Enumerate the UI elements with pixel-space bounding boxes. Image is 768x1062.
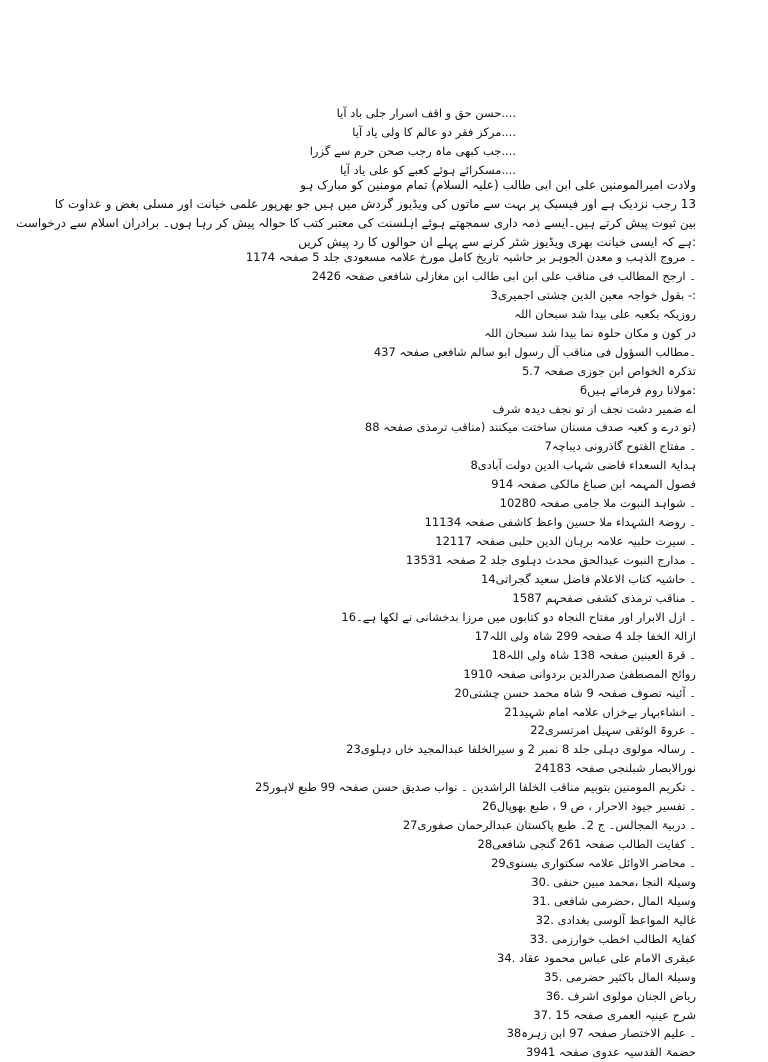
reference-list: [56, 248, 696, 1062]
poem-line: ....مسکرائے ہوئے کعبے کو علی یاد آیا: [339, 162, 516, 177]
reference-item: در کون و مکان حلوہ نما بیدا شد سبحان اللہ: [484, 325, 696, 340]
reference-item: ۔ حاشیہ کتاب الاعلام فاضل سعید گجراتی14: [480, 571, 696, 586]
reference-item: ۔ دربیۃ المجالس۔ ج 2۔ طبع پاکستان عبدالرحمان صفوری27: [402, 818, 696, 833]
reference-item: ۔ قرۃ العینین صفحہ 138 شاہ ولی اللہ18: [491, 647, 696, 662]
reference-item: غالیۃ المواعظ آلوسی بغدادی .32: [535, 912, 696, 927]
reference-item: ازالۃ الخفا جلد 4 صفحہ 299 شاہ ولی اللہ17: [474, 628, 696, 643]
reference-item: ۔ شواہد النبوت ملا جامی صفحہ 10280: [499, 496, 696, 511]
reference-item: ۔ مروج الذہب و معدن الجوہر بر حاشیہ تاریخ کامل مورخ علامہ مسعودی جلد 5 صفحہ 1174: [245, 250, 696, 264]
reference-item: ۔ ارجح المطالب فی مناقب علی ابن ابی طالب ابن مغازلی شافعی صفحہ 2426: [311, 268, 696, 283]
opening-poem: [136, 104, 516, 180]
reference-item: ۔ روضۃ الشہداء ملا حسین واعظ کاشفی صفحہ 11134: [424, 515, 696, 530]
reference-item: شرح عینیہ العمری صفحہ 15 .37: [533, 1007, 696, 1022]
reference-item: وسیلۃ المال ،حضرمی شافعی .31: [532, 893, 696, 908]
reference-item: :مولانا روم فرماتے ہیں6: [579, 382, 696, 397]
reference-item: نورالابصار شبلنجی صفحہ 24183: [534, 761, 696, 776]
reference-item: عبقری الامام علی عباس محمود عقاد .34: [497, 950, 696, 965]
reference-item: کفایۃ الطالب اخطب خوارزمی .33: [529, 931, 696, 946]
reference-item: حضمۃ القدسیہ عدوی صفحہ 3941: [526, 1045, 696, 1060]
reference-item: ۔ مفتاح الفتوح گاذرونی دیباچہ7: [544, 439, 696, 454]
reference-item: ۔ رسالہ مولوی دہلی جلد 8 نمبر 2 و سیرالخلفا عبدالمجید خاں دہلوی23: [346, 742, 696, 757]
reference-item: فصول المہمہ ابن صباغ مالکی صفحہ 914: [491, 477, 696, 492]
reference-item: روزیکہ بکعبہ علی بیدا شد سبحان اللہ: [514, 306, 696, 321]
reference-item: ۔ محاضر الاوائل علامہ سکتواری بسنوی29: [491, 856, 696, 870]
intro-line: :ہے کہ ایسی خیانت بھری ویڈیوز شئر کرنے سے پہلے ان حوالوں کا رد پیش کریں: [298, 234, 696, 249]
reference-item: ۔ ازل الابرار اور مفتاح النجاہ دو کتابوں میں مرزا بدخشانی نے لکھا ہے۔16: [341, 609, 696, 624]
reference-item: ۔ مناقب ترمذی کشفی صفحہم 1587: [512, 590, 696, 605]
reference-item: ۔ کفایت الطالب صفحہ 261 گنجی شافعی28: [477, 837, 696, 852]
reference-item: ہدایۃ السعداء قاضی شہاب الدین دولت آبادی8: [470, 458, 696, 473]
reference-item: وسیلۃ المال باکثیر حضرمی .35: [544, 969, 696, 984]
reference-item: ۔مطالب السؤول فی مناقب آل رسول ابو سالم شافعی صفحہ 437: [373, 344, 696, 359]
reference-item: تذکرہ الخواص ابن جوزی صفحہ 5.7: [521, 363, 696, 378]
intro-line: بین ثبوت پیش کرتے ہیں۔ایسے ذمہ داری سمجھتے ہوئے اہلسنت کی معتبر کتب کا حوالہ پیش کر رہا ہوں۔ برادران اسلام سے درخواست: [16, 215, 696, 230]
poem-line: ....جب کبھی ماہ رجب صحن حرم سے گزرا: [309, 143, 516, 158]
reference-item: ۔ انشاءبہار بےخزاں علامہ امام شہید21: [504, 704, 696, 719]
reference-item: ۔ سیرت حلبیہ علامہ برہان الدین حلبی صفحہ 12117: [435, 534, 696, 549]
intro-line: 13 رجب نزدیک ہے اور فیسبک پر بہت سے ماتوں کی ویڈیوز گردش میں ہیں جو بھرپور علمی خیانت اور مسلی بغض و عداوت کا: [54, 196, 696, 211]
reference-item: اے ضمیر دشت نجف از تو نجف دیدہ شرف: [492, 401, 696, 416]
reference-item: ۔ علیم الاختصار صفحہ 97 ابن زہرہ38: [506, 1026, 696, 1041]
reference-item: (تو درے و کعبہ صدف مسنان ساختت میکنند (مناقب ترمذی صفحہ 88: [364, 420, 696, 435]
reference-item: ریاض الجنان مولوی اشرف .36: [545, 988, 696, 1003]
poem-line: ....مرکز فقر دو عالم کا ولی یاد آیا: [352, 124, 516, 139]
intro-paragraph: [16, 176, 696, 252]
intro-line: ولادت امیرالمومنین علی ابن ابی طالب (علیہ السلام) تمام مومنین کو مبارک ہو: [300, 178, 696, 192]
reference-item: روائح المصطفیٰ صدرالدین بردوانی صفحہ 1910: [463, 666, 696, 681]
reference-item: ۔ مدارج النبوت عبدالحق محدث دہلوی جلد 2 صفحہ 13531: [405, 553, 696, 567]
reference-item: ۔ تکریم المومنین بتوبیم مناقب الخلفا الراشدین ۔ نواب صدیق حسن صفحہ 99 طبع لاہور25: [255, 780, 696, 795]
reference-item: ۔ تفسیر جیود الاحرار ، ص 9 ، طبع بھوپال26: [482, 799, 696, 814]
reference-item: :- بقول خواجہ معین الدین چشتی اجمیری3: [490, 287, 696, 302]
reference-item: وسیلۃ النجا ،محمد مبین حنفی .30: [531, 874, 696, 889]
reference-item: ۔ آئینہ تصوف صفحہ 9 شاہ محمد حسن چشتی20: [454, 685, 696, 700]
reference-item: ۔ عروۃ الوثقی سہیل امرتسری22: [530, 723, 696, 738]
poem-line: ....حسن حق و اقف اسرار جلی باد آیا: [336, 106, 516, 120]
